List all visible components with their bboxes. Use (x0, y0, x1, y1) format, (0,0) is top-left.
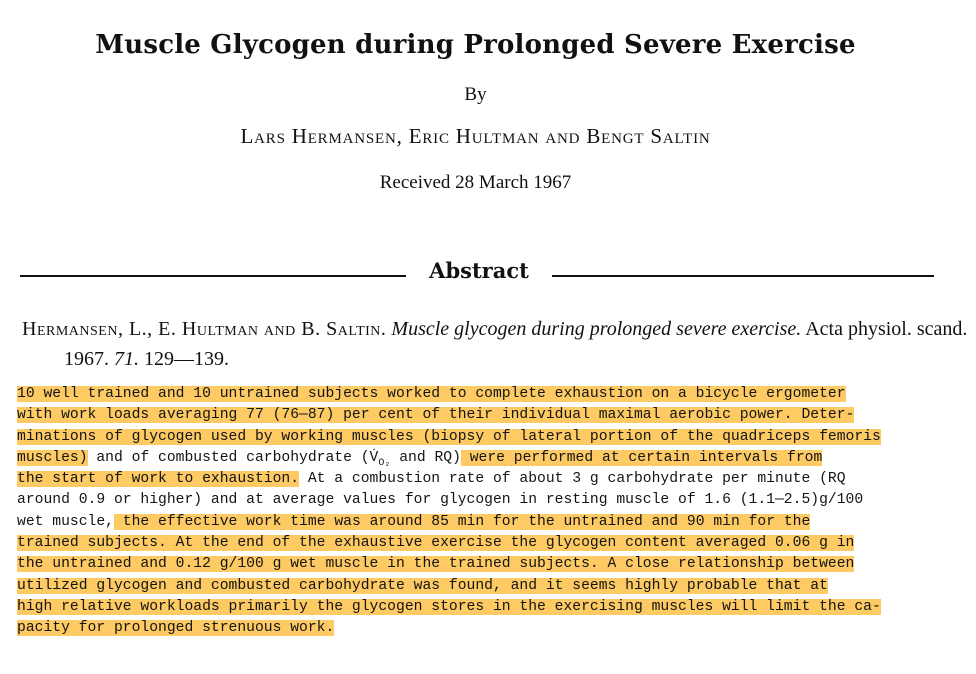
citation-authors: Hermansen, L., E. Hultman and B. Saltin. (22, 318, 387, 340)
abstract-line (17, 490, 937, 511)
received-date: Received 28 March 1967 (379, 172, 572, 193)
abstract-rule-right (552, 275, 934, 277)
abstract-header (20, 258, 934, 288)
abstract-heading: Abstract (429, 258, 529, 283)
abstract-line (17, 576, 937, 597)
abstract-line (17, 533, 937, 554)
highlighted-text: minations of glycogen used by working muscles (biopsy of lateral portion of the quadriceps femoris (17, 428, 881, 445)
highlighted-text: the untrained and 0.12 g/100 g wet muscle in the trained subjects. A close relationship between (17, 556, 855, 573)
citation-pages: 129—139. (144, 348, 229, 370)
abstract-rule-left (20, 275, 406, 277)
highlighted-text: utilized glycogen and combusted carbohydrate was found, and it seems highly probable that at (17, 577, 828, 594)
abstract-line (17, 448, 937, 469)
abstract-line (17, 427, 937, 448)
highlighted-text: with work loads averaging 77 (76—87) per cent of their individual maximal aerobic power. Deter- (17, 407, 855, 424)
highlighted-text: the effective work time was around 85 min for the untrained and 90 min for the (113, 513, 811, 530)
highlighted-text: trained subjects. At the end of the exhaustive exercise the glycogen content averaged 0.06 g in (17, 535, 855, 552)
citation-title: Muscle glycogen during prolonged severe exercise. (391, 318, 802, 340)
highlighted-text: high relative workloads primarily the glycogen stores in the exercising muscles will limit the ca- (17, 598, 881, 615)
highlighted-text: the start of work to exhaustion. (17, 471, 300, 488)
abstract-text: O₂ (378, 457, 391, 469)
abstract-line (17, 405, 937, 426)
citation-volume: 71. (114, 348, 139, 370)
paper-authors: Lars Hermansen, Eric Hultman and Bengt Saltin (240, 124, 711, 148)
highlighted-text: were performed at certain intervals from (460, 449, 823, 466)
abstract-line (17, 469, 937, 490)
byline-by: By (464, 84, 487, 105)
paper-title: Muscle Glycogen during Prolonged Severe Exercise (95, 30, 856, 60)
highlighted-text: muscles) (17, 449, 88, 466)
citation-journal: Acta physiol. scand. 1967. (64, 318, 968, 370)
abstract-line (17, 512, 937, 533)
abstract-line (17, 618, 937, 639)
abstract-text: around 0.9 or higher) and at average values for glycogen in resting muscle of 1.6 (1.1—2.5)g/100 (17, 492, 864, 509)
abstract-line (17, 384, 937, 405)
abstract-text: and of combusted carbohydrate (V̇ (87, 449, 379, 466)
abstract-text: wet muscle, (17, 513, 114, 530)
abstract-body (17, 384, 937, 640)
abstract-text: At a combustion rate of about 3 g carbohydrate per minute (RQ (299, 471, 846, 488)
citation (22, 314, 976, 374)
abstract-line (17, 554, 937, 575)
abstract-line (17, 597, 937, 618)
abstract-text: and RQ) (390, 449, 461, 466)
highlighted-text: pacity for prolonged strenuous work. (17, 620, 335, 637)
highlighted-text: 10 well trained and 10 untrained subjects worked to complete exhaustion on a bicycle ergometer (17, 386, 846, 402)
